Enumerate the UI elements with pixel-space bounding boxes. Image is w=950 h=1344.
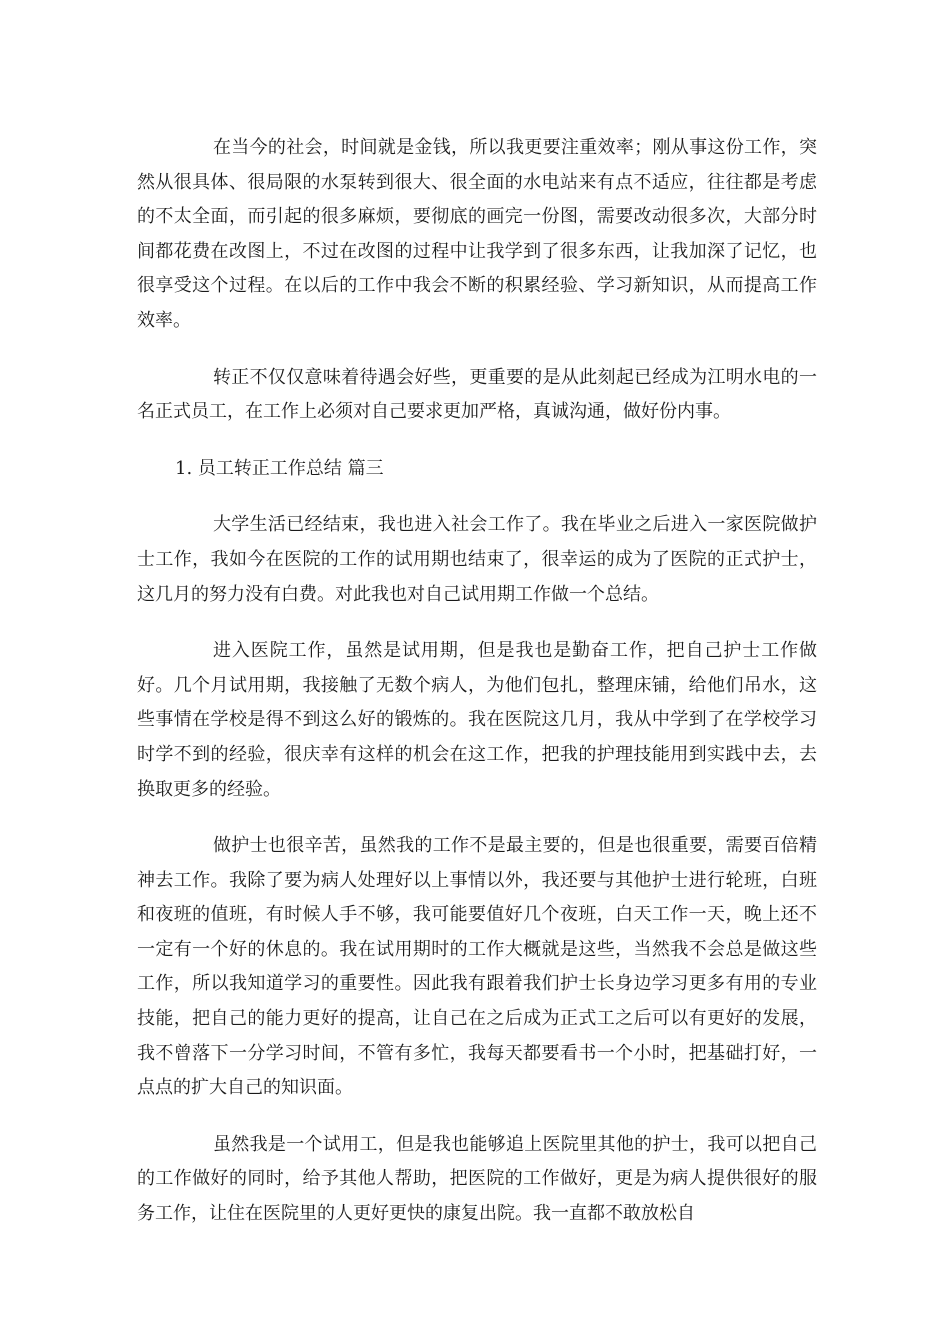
paragraph-graduation: 大学生活已经结束，我也进入社会工作了。我在毕业之后进入一家医院做护士工作，我如今在医院的工作的试用期也结束了，很幸运的成为了医院的正式护士，这几月的努力没有白费。对此我也对自己试用期工作做一个总结。 [137,514,817,605]
section-heading: 1. 员工转正工作总结 篇三 [175,457,384,479]
document-body [137,131,817,1254]
paragraph-hospital-work: 进入医院工作，虽然是试用期，但是我也是勤奋工作，把自己护士工作做好。几个月试用期，我接触了无数个病人，为他们包扎，整理床铺，给他们吊水，这些事情在学校是得不到这么好的锻炼的。我在医院这几月，我从中学到了在学校学习时学不到的经验，很庆幸有这样的机会在这工作，把我的护理技能用到实践中去，去换取更多的经验。 [137,640,817,800]
paragraph-helping-others: 虽然我是一个试用工，但是我也能够追上医院里其他的护士，我可以把自己的工作做好的同时，给予其他人帮助，把医院的工作做好，更是为病人提供很好的服务工作，让住在医院里的人更好更快的康复出院。我一直都不敢放松自 [137,1133,817,1225]
paragraph-nursing-duties: 做护士也很辛苦，虽然我的工作不是最主要的，但是也很重要，需要百倍精神去工作。我除了要为病人处理好以上事情以外，我还要与其他护士进行轮班，白班和夜班的值班，有时候人手不够，我可能要值好几个夜班，白天工作一天，晚上还不一定有一个好的休息的。我在试用期时的工作大概就是这些，当然我不会总是做这些工作，所以我知道学习的重要性。因此我有跟着我们护士长身边学习更多有用的专业技能，把自己的能力更好的提高，让自己在之后成为正式工之后可以有更好的发展，我不曾落下一分学习时间，不管有多忙，我每天都要看书一个小时，把基础打好，一点点的扩大自己的知识面。 [137,835,817,1099]
paragraph-efficiency: 在当今的社会，时间就是金钱，所以我更要注重效率；刚从事这份工作，突然从很具体、很局限的水泵转到很大、很全面的水电站来有点不适应，往往都是考虑的不太全面，而引起的很多麻烦，要彻底的画完一份图，需要改动很多次，大部分时间都花费在改图上，不过在改图的过程中让我学到了很多东西，让我加深了记忆，也很享受这个过程。在以后的工作中我会不断的积累经验、学习新知识，从而提高工作效率。 [137,137,817,331]
paragraph-regularization: 转正不仅仅意味着待遇会好些，更重要的是从此刻起已经成为江明水电的一名正式员工，在工作上必须对自己要求更加严格，真诚沟通，做好份内事。 [137,366,817,423]
